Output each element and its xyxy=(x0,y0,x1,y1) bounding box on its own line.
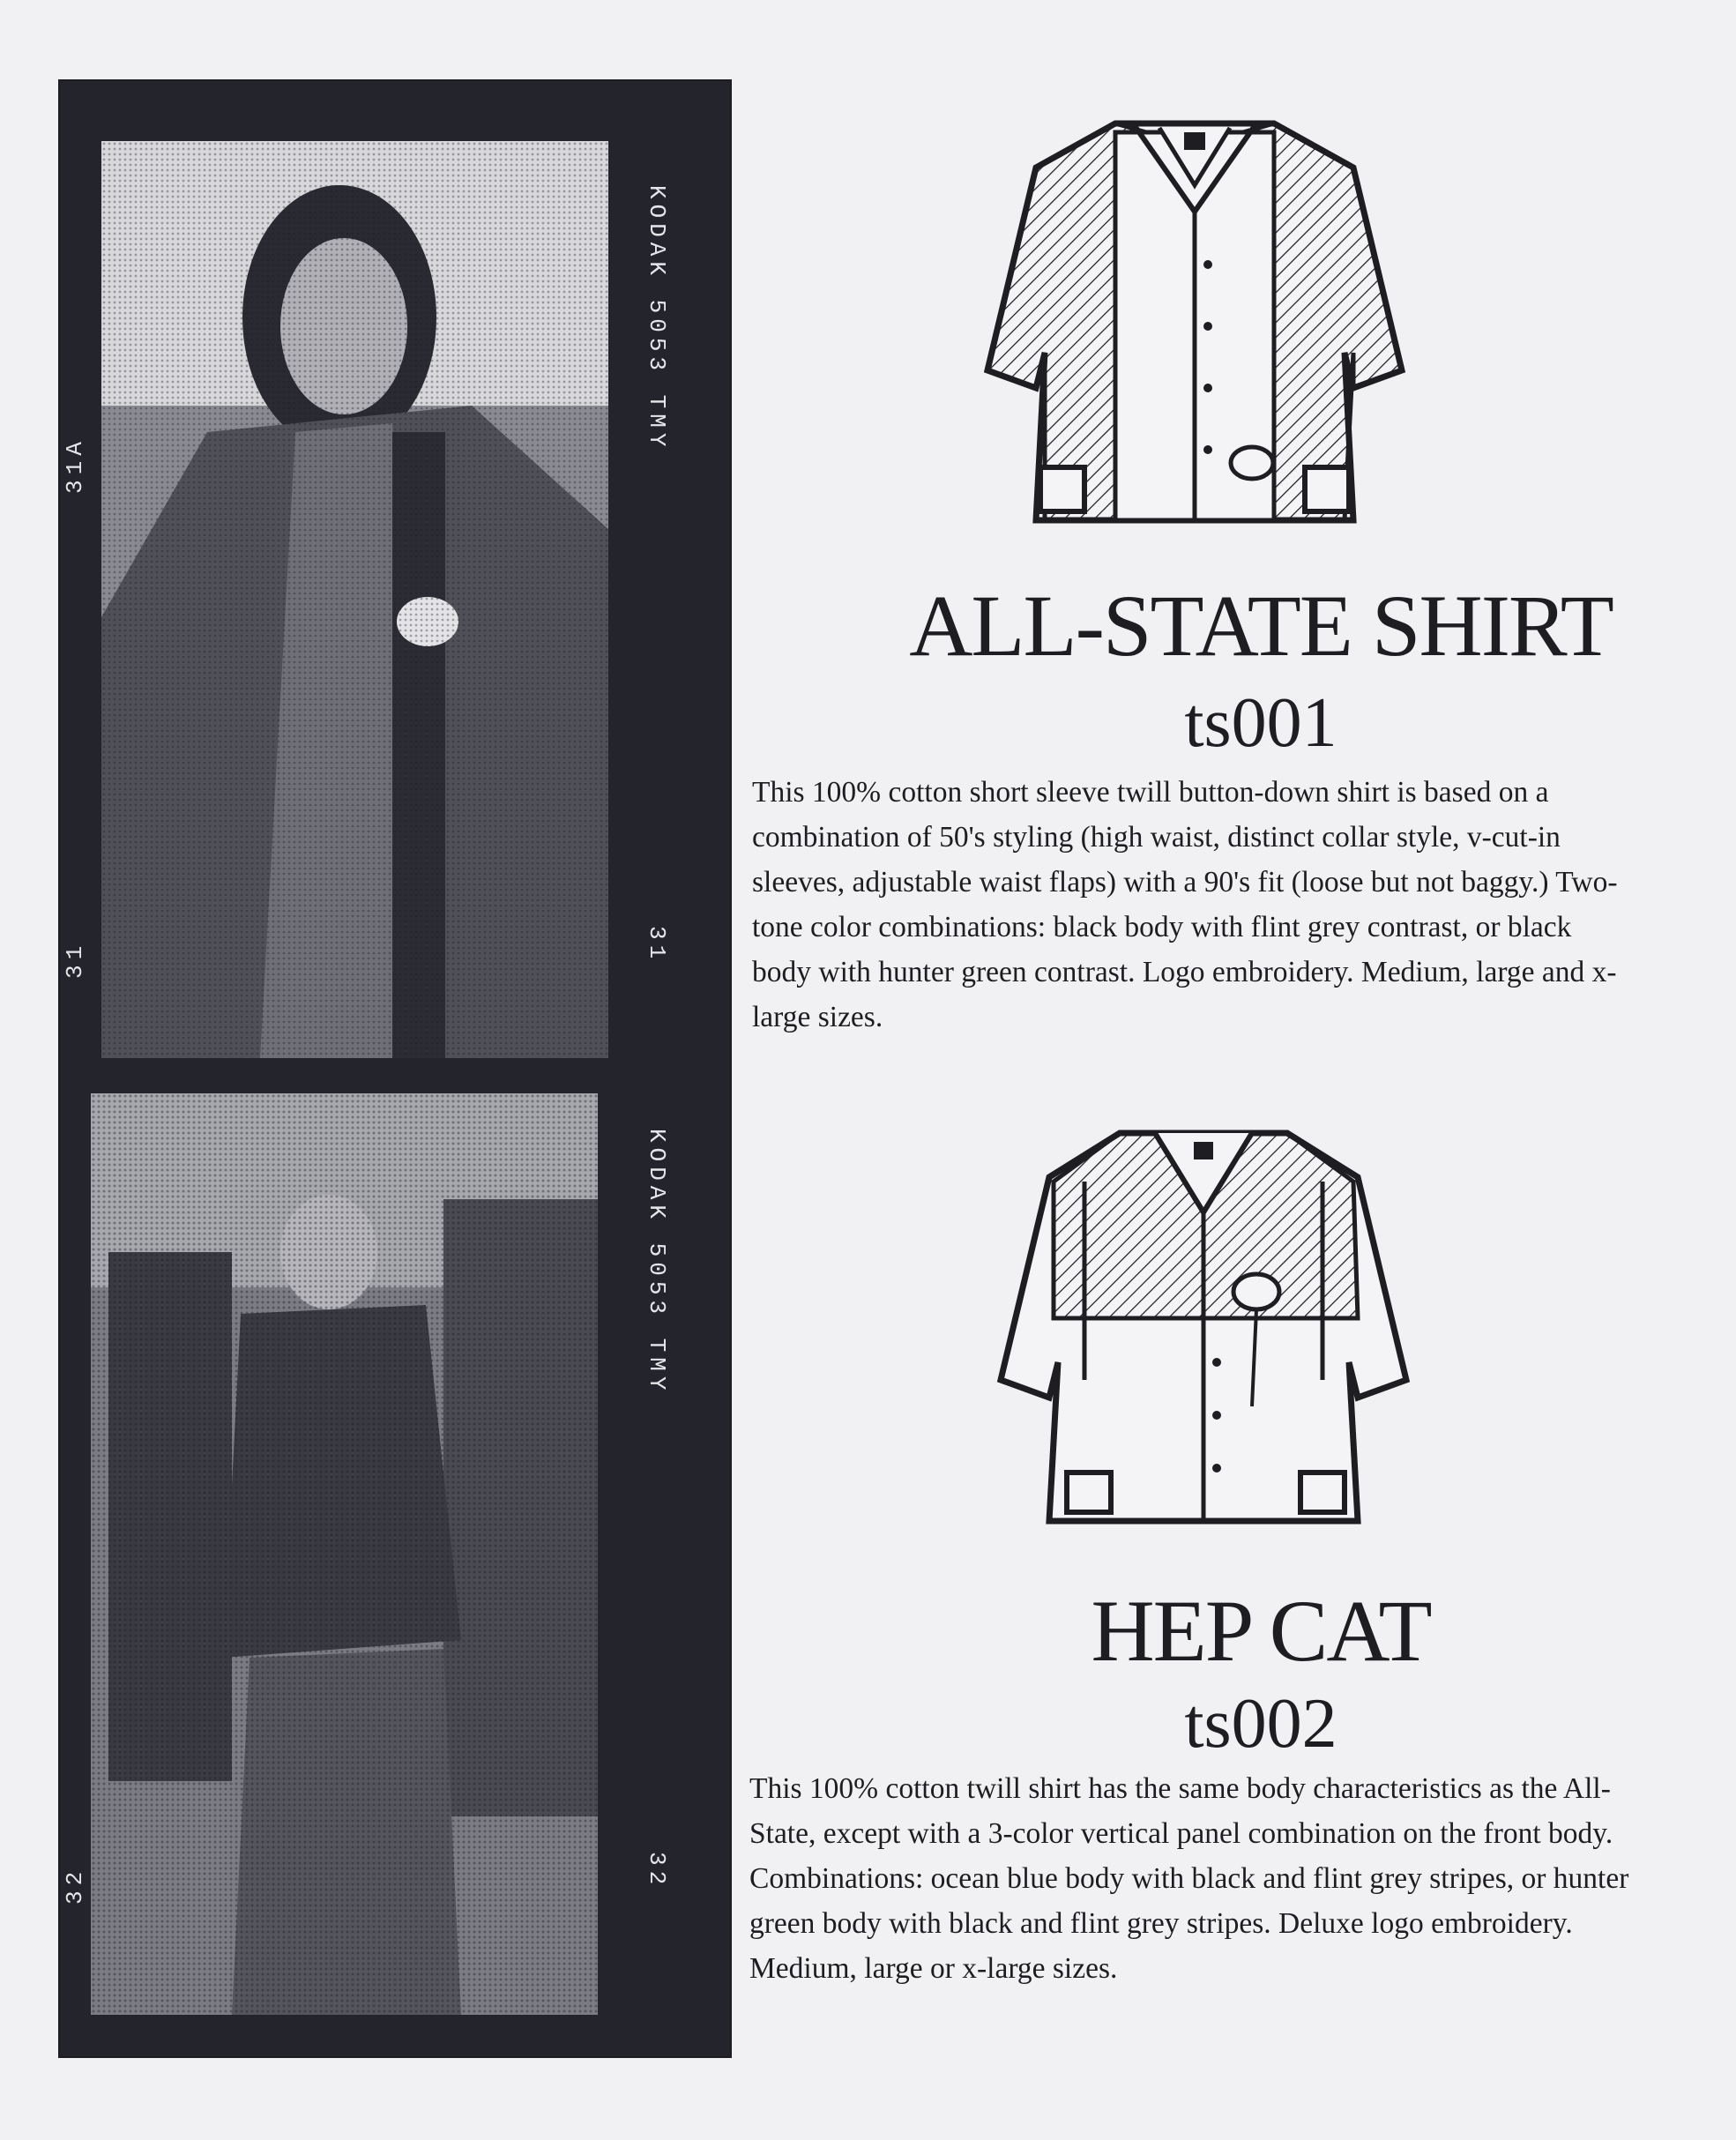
product-description: This 100% cotton short sleeve twill button-down shirt is based on a combination of 50's styling (high waist, distinct collar style, v-cut-in sleeves, adjustable waist flaps) with a 90's fit (loose but not baggy.) Two-tone color combinations: black body with flint grey contrast, or black body with hunter green contrast. Logo embroidery. Medium, large and x-large sizes. xyxy=(752,776,1618,1033)
photo-man-outdoors xyxy=(91,1093,598,2015)
photo-woman-in-shirt xyxy=(101,141,608,1058)
film-frame-number: 31 xyxy=(62,940,88,979)
product-code: ts001 xyxy=(1184,684,1337,762)
hep-cat-shirt-illustration xyxy=(996,1115,1411,1530)
film-frame-mark: 31A xyxy=(62,436,88,494)
product-description: This 100% cotton twill shirt has the same body characteristics as the All-State, except with a 3-color vertical panel combination on the front body. Combinations: ocean blue body with black and flint grey stripes, or hunter green body with black and flint grey stripes. Deluxe logo embroidery. Medium, large or x-large sizes. xyxy=(749,1772,1629,1985)
product-code: ts002 xyxy=(1184,1685,1337,1763)
film-edge-text: KODAK 5053 TMY xyxy=(644,185,670,452)
product-name: ALL-STATE SHIRT xyxy=(909,577,1613,675)
product-name: HEP CAT xyxy=(1091,1582,1431,1680)
all-state-shirt-illustration xyxy=(983,106,1406,529)
film-frame-number: 31 xyxy=(644,926,670,965)
film-edge-text: KODAK 5053 TMY xyxy=(644,1129,670,1396)
film-frame-number: 32 xyxy=(644,1852,670,1890)
film-frame-number: 32 xyxy=(62,1866,88,1905)
